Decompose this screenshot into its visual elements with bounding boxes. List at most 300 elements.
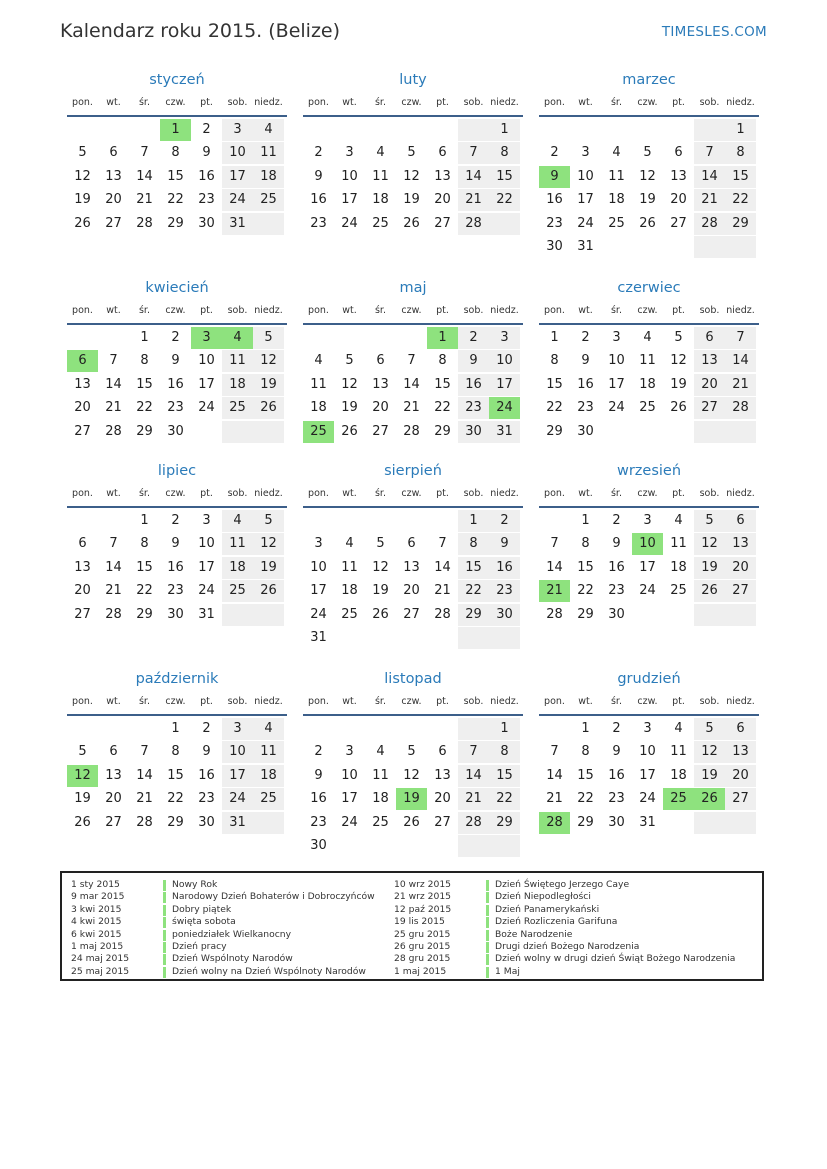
day-cell: 24	[639, 791, 656, 807]
day-cell: 2	[550, 145, 559, 161]
weekday-label: niedz.	[490, 97, 519, 108]
weekday-label: czw.	[401, 696, 422, 707]
day-cell: 23	[608, 583, 625, 599]
day-cell: 30	[608, 814, 625, 830]
day-cell: 12	[694, 741, 725, 763]
month-name: lipiec	[157, 463, 197, 479]
legend-holiday-name: Narodowy Dzień Bohaterów i Dobroczyńców	[172, 891, 375, 903]
day-cell: 25	[222, 397, 253, 419]
legend-marker	[486, 930, 489, 941]
day-cell: 9	[171, 536, 180, 552]
day-cell: 23	[546, 215, 563, 231]
weekday-label: śr.	[610, 696, 622, 707]
day-cell: 4	[612, 145, 621, 161]
day-cell: 2	[314, 744, 323, 760]
holiday-day-cell: 3	[191, 327, 222, 349]
holiday-day-cell: 10	[632, 533, 663, 555]
day-cell: 21	[105, 583, 122, 599]
day-cell: 28	[403, 423, 420, 439]
weekday-label: wt.	[578, 97, 593, 108]
day-cell: 31	[489, 421, 520, 443]
legend-marker	[163, 967, 166, 978]
day-cell: 9	[458, 350, 489, 372]
weekday-label: czw.	[401, 97, 422, 108]
day-cell: 14	[136, 767, 153, 783]
day-cell: 15	[546, 376, 563, 392]
day-cell: 1	[550, 330, 559, 345]
day-cell: 18	[372, 192, 389, 208]
day-cell: 27	[74, 606, 91, 622]
day-cell: 22	[577, 583, 594, 599]
day-cell: 17	[198, 559, 215, 575]
month-name: kwiecień	[145, 280, 209, 296]
day-cell: 18	[310, 400, 327, 416]
day-cell: 10	[222, 741, 253, 763]
day-cell: 3	[643, 721, 652, 736]
legend-marker	[163, 880, 166, 891]
day-cell: 26	[341, 423, 358, 439]
day-cell: 29	[136, 606, 153, 622]
day-cell: 20	[434, 791, 451, 807]
day-cell: 14	[546, 559, 563, 575]
day-cell: 25	[670, 583, 687, 599]
day-cell: 14	[458, 765, 489, 787]
day-cell: 30	[577, 423, 594, 439]
header-rule	[303, 714, 523, 716]
header-rule	[67, 323, 287, 325]
day-cell: 10	[198, 536, 215, 552]
weekday-label: śr.	[374, 97, 386, 108]
legend-marker	[163, 892, 166, 903]
weekday-label: wt.	[578, 305, 593, 316]
day-cell: 11	[222, 350, 253, 372]
weekday-label: pt.	[200, 696, 213, 707]
day-cell: 21	[458, 788, 489, 810]
day-cell: 15	[167, 767, 184, 783]
day-cell: 30	[458, 421, 489, 443]
month-name: grudzień	[617, 671, 681, 687]
day-cell: 11	[372, 168, 389, 184]
day-cell: 18	[341, 583, 358, 599]
day-cell: 11	[222, 533, 253, 555]
page-title: Kalendarz roku 2015. (Belize)	[60, 20, 341, 42]
weekday-label: niedz.	[726, 97, 755, 108]
month-name: sierpień	[384, 463, 442, 479]
weekday-label: pon.	[308, 488, 329, 499]
legend-date: 1 maj 2015	[71, 940, 124, 952]
holiday-day-cell: 4	[222, 327, 253, 349]
day-cell: 16	[489, 557, 520, 579]
day-cell: 22	[136, 400, 153, 416]
day-cell: 22	[167, 192, 184, 208]
holiday-legend	[60, 871, 764, 981]
day-cell: 12	[341, 376, 358, 392]
month-block	[67, 671, 287, 861]
weekend-blank-cell	[694, 421, 725, 443]
month-block	[303, 463, 523, 653]
day-cell: 2	[171, 330, 180, 345]
day-cell: 29	[489, 812, 520, 834]
day-cell: 12	[670, 353, 687, 369]
day-cell: 5	[78, 145, 87, 161]
day-cell: 16	[167, 376, 184, 392]
month-block	[539, 671, 759, 861]
legend-date: 28 gru 2015	[394, 953, 451, 965]
day-cell: 22	[434, 400, 451, 416]
day-cell: 19	[74, 192, 91, 208]
day-cell: 27	[434, 814, 451, 830]
month-name: marzec	[622, 72, 676, 88]
header-rule	[67, 115, 287, 117]
day-cell: 26	[670, 400, 687, 416]
legend-marker	[163, 905, 166, 916]
day-cell: 11	[341, 559, 358, 575]
day-cell: 11	[372, 767, 389, 783]
day-cell: 5	[253, 327, 284, 349]
day-cell: 29	[577, 814, 594, 830]
day-cell: 24	[639, 583, 656, 599]
day-cell: 23	[167, 400, 184, 416]
day-cell: 18	[608, 192, 625, 208]
day-cell: 2	[171, 513, 180, 528]
legend-holiday-name: Dzień Wspólnoty Narodów	[172, 953, 293, 965]
day-cell: 7	[140, 744, 149, 760]
weekday-label: czw.	[637, 305, 658, 316]
day-cell: 14	[105, 559, 122, 575]
weekend-blank-cell	[458, 718, 489, 740]
day-cell: 4	[674, 721, 683, 736]
day-cell: 15	[136, 376, 153, 392]
weekday-label: sob.	[463, 97, 484, 108]
day-cell: 22	[136, 583, 153, 599]
month-block	[539, 72, 759, 262]
day-cell: 12	[74, 168, 91, 184]
legend-date: 25 maj 2015	[71, 965, 130, 977]
day-cell: 17	[577, 192, 594, 208]
day-cell: 27	[105, 215, 122, 231]
day-cell: 20	[74, 400, 91, 416]
day-cell: 26	[639, 215, 656, 231]
brand-link[interactable]: TIMESLES.COM	[661, 24, 767, 40]
day-cell: 9	[314, 168, 323, 184]
legend-holiday-name: Drugi dzień Bożego Narodzenia	[495, 940, 640, 952]
day-cell: 15	[489, 765, 520, 787]
day-cell: 5	[253, 510, 284, 532]
weekday-header	[539, 696, 759, 710]
day-cell: 29	[577, 606, 594, 622]
weekday-label: pon.	[72, 97, 93, 108]
weekend-blank-cell	[458, 119, 489, 141]
weekday-label: wt.	[342, 97, 357, 108]
day-cell: 20	[670, 192, 687, 208]
day-cell: 4	[345, 536, 354, 552]
day-cell: 25	[253, 788, 284, 810]
day-cell: 23	[608, 791, 625, 807]
day-cell: 31	[222, 812, 253, 834]
weekday-header	[303, 97, 523, 111]
day-cell: 21	[546, 791, 563, 807]
weekday-label: sob.	[463, 696, 484, 707]
day-cell: 23	[458, 397, 489, 419]
weekday-label: sob.	[463, 488, 484, 499]
day-cell: 8	[438, 353, 447, 369]
weekday-label: sob.	[699, 97, 720, 108]
weekday-label: niedz.	[490, 488, 519, 499]
weekday-header	[67, 696, 287, 710]
day-cell: 22	[725, 189, 756, 211]
month-name: styczeń	[149, 72, 205, 88]
weekday-label: wt.	[342, 305, 357, 316]
weekday-label: niedz.	[254, 97, 283, 108]
day-cell: 7	[458, 142, 489, 164]
legend-marker	[486, 892, 489, 903]
day-cell: 8	[550, 353, 559, 369]
day-cell: 17	[222, 166, 253, 188]
day-cell: 10	[608, 353, 625, 369]
day-cell: 18	[253, 166, 284, 188]
day-cell: 2	[314, 145, 323, 161]
day-cell: 22	[458, 580, 489, 602]
weekday-label: niedz.	[726, 696, 755, 707]
day-cell: 30	[198, 814, 215, 830]
day-cell: 13	[434, 767, 451, 783]
day-cell: 16	[577, 376, 594, 392]
day-cell: 1	[725, 119, 756, 141]
day-cell: 14	[725, 350, 756, 372]
day-cell: 7	[438, 536, 447, 552]
month-block	[539, 463, 759, 653]
day-cell: 4	[253, 718, 284, 740]
day-cell: 17	[639, 559, 656, 575]
day-cell: 6	[109, 744, 118, 760]
day-cell: 3	[202, 513, 211, 528]
day-cell: 24	[222, 788, 253, 810]
day-cell: 11	[253, 142, 284, 164]
weekday-label: śr.	[374, 696, 386, 707]
day-cell: 5	[694, 718, 725, 740]
day-cell: 13	[403, 559, 420, 575]
day-cell: 23	[310, 215, 327, 231]
day-cell: 15	[489, 166, 520, 188]
day-cell: 23	[577, 400, 594, 416]
weekday-label: pt.	[436, 696, 449, 707]
day-cell: 28	[434, 606, 451, 622]
day-cell: 11	[670, 536, 687, 552]
day-cell: 7	[458, 741, 489, 763]
day-cell: 31	[310, 630, 327, 645]
weekday-label: śr.	[138, 488, 150, 499]
day-cell: 7	[407, 353, 416, 369]
day-cell: 1	[581, 513, 590, 528]
weekday-header	[67, 305, 287, 319]
header-rule	[303, 115, 523, 117]
day-cell: 16	[546, 192, 563, 208]
day-cell: 23	[167, 583, 184, 599]
holiday-day-cell: 6	[67, 350, 98, 372]
day-cell: 27	[725, 580, 756, 602]
weekday-label: pon.	[308, 97, 329, 108]
day-cell: 6	[407, 536, 416, 552]
weekday-label: czw.	[637, 488, 658, 499]
weekday-label: śr.	[374, 488, 386, 499]
day-cell: 9	[612, 536, 621, 552]
day-cell: 11	[639, 353, 656, 369]
weekend-blank-cell	[489, 627, 520, 649]
day-cell: 25	[639, 400, 656, 416]
day-cell: 9	[581, 353, 590, 369]
day-cell: 10	[577, 168, 594, 184]
weekday-label: pon.	[544, 97, 565, 108]
month-name: październik	[135, 671, 219, 687]
legend-holiday-name: Dzień wolny na Dzień Wspólnoty Narodów	[172, 965, 366, 977]
legend-date: 12 paź 2015	[394, 903, 452, 915]
day-cell: 13	[105, 168, 122, 184]
month-block	[303, 280, 523, 470]
weekend-blank-cell	[725, 421, 756, 443]
weekday-header	[539, 305, 759, 319]
day-cell: 6	[109, 145, 118, 161]
weekend-blank-cell	[222, 421, 253, 443]
day-cell: 7	[109, 536, 118, 552]
day-cell: 9	[612, 744, 621, 760]
day-cell: 6	[674, 145, 683, 161]
weekday-label: sob.	[227, 305, 248, 316]
day-cell: 14	[136, 168, 153, 184]
weekday-header	[303, 488, 523, 502]
day-cell: 18	[670, 767, 687, 783]
day-cell: 14	[434, 559, 451, 575]
weekday-label: pt.	[672, 97, 685, 108]
legend-date: 9 mar 2015	[71, 891, 125, 903]
day-cell: 3	[345, 145, 354, 161]
day-cell: 20	[694, 374, 725, 396]
weekday-label: wt.	[342, 696, 357, 707]
legend-date: 3 kwi 2015	[71, 903, 122, 915]
weekday-label: czw.	[401, 488, 422, 499]
day-cell: 16	[458, 374, 489, 396]
day-cell: 2	[489, 510, 520, 532]
weekday-label: czw.	[165, 97, 186, 108]
day-cell: 27	[403, 606, 420, 622]
weekend-blank-cell	[458, 835, 489, 857]
day-cell: 1	[489, 718, 520, 740]
weekday-label: niedz.	[254, 488, 283, 499]
day-cell: 4	[376, 145, 385, 161]
day-cell: 9	[489, 533, 520, 555]
day-cell: 12	[694, 533, 725, 555]
day-cell: 24	[198, 400, 215, 416]
day-cell: 20	[372, 400, 389, 416]
day-cell: 20	[725, 765, 756, 787]
day-cell: 11	[670, 744, 687, 760]
day-cell: 17	[198, 376, 215, 392]
day-cell: 27	[74, 423, 91, 439]
weekday-label: sob.	[699, 696, 720, 707]
header-rule	[67, 506, 287, 508]
day-cell: 29	[434, 423, 451, 439]
day-cell: 20	[403, 583, 420, 599]
day-cell: 26	[253, 397, 284, 419]
legend-marker	[486, 905, 489, 916]
day-cell: 17	[341, 192, 358, 208]
legend-marker	[486, 954, 489, 965]
holiday-day-cell: 25	[663, 788, 694, 810]
header-rule	[539, 506, 759, 508]
day-cell: 19	[403, 192, 420, 208]
weekday-label: czw.	[165, 488, 186, 499]
day-cell: 28	[458, 812, 489, 834]
day-cell: 10	[222, 142, 253, 164]
weekday-label: śr.	[610, 305, 622, 316]
day-cell: 27	[725, 788, 756, 810]
month-block	[539, 280, 759, 470]
weekday-header	[303, 696, 523, 710]
day-cell: 4	[222, 510, 253, 532]
weekday-label: czw.	[401, 305, 422, 316]
day-cell: 11	[608, 168, 625, 184]
day-cell: 25	[222, 580, 253, 602]
day-cell: 12	[372, 559, 389, 575]
day-cell: 18	[639, 376, 656, 392]
day-cell: 5	[407, 744, 416, 760]
weekend-blank-cell	[725, 236, 756, 258]
day-cell: 29	[725, 213, 756, 235]
day-cell: 17	[341, 791, 358, 807]
day-cell: 8	[171, 145, 180, 161]
day-cell: 22	[489, 788, 520, 810]
day-cell: 10	[341, 168, 358, 184]
holiday-day-cell: 26	[694, 788, 725, 810]
day-cell: 8	[489, 142, 520, 164]
day-cell: 9	[202, 145, 211, 161]
day-cell: 26	[694, 580, 725, 602]
day-cell: 12	[403, 168, 420, 184]
day-cell: 17	[639, 767, 656, 783]
day-cell: 19	[694, 765, 725, 787]
day-cell: 28	[136, 215, 153, 231]
day-cell: 27	[434, 215, 451, 231]
day-cell: 12	[403, 767, 420, 783]
day-cell: 25	[608, 215, 625, 231]
day-cell: 21	[403, 400, 420, 416]
legend-holiday-name: Dzień Świętego Jerzego Caye	[495, 879, 630, 890]
day-cell: 13	[74, 559, 91, 575]
day-cell: 25	[372, 814, 389, 830]
day-cell: 22	[546, 400, 563, 416]
weekday-label: sob.	[227, 696, 248, 707]
day-cell: 3	[581, 145, 590, 161]
day-cell: 20	[105, 791, 122, 807]
weekday-label: sob.	[227, 488, 248, 499]
day-cell: 4	[314, 353, 323, 369]
weekend-blank-cell	[725, 812, 756, 834]
weekday-label: pon.	[544, 696, 565, 707]
day-cell: 19	[253, 557, 284, 579]
day-cell: 13	[725, 741, 756, 763]
day-cell: 4	[674, 513, 683, 528]
day-cell: 13	[74, 376, 91, 392]
day-cell: 30	[167, 606, 184, 622]
day-cell: 27	[372, 423, 389, 439]
day-cell: 3	[314, 536, 323, 552]
legend-date: 1 sty 2015	[71, 879, 120, 890]
day-cell: 19	[639, 192, 656, 208]
day-cell: 14	[546, 767, 563, 783]
day-cell: 23	[198, 192, 215, 208]
day-cell: 10	[198, 353, 215, 369]
day-cell: 1	[140, 513, 149, 528]
legend-date: 19 lis 2015	[394, 916, 445, 928]
